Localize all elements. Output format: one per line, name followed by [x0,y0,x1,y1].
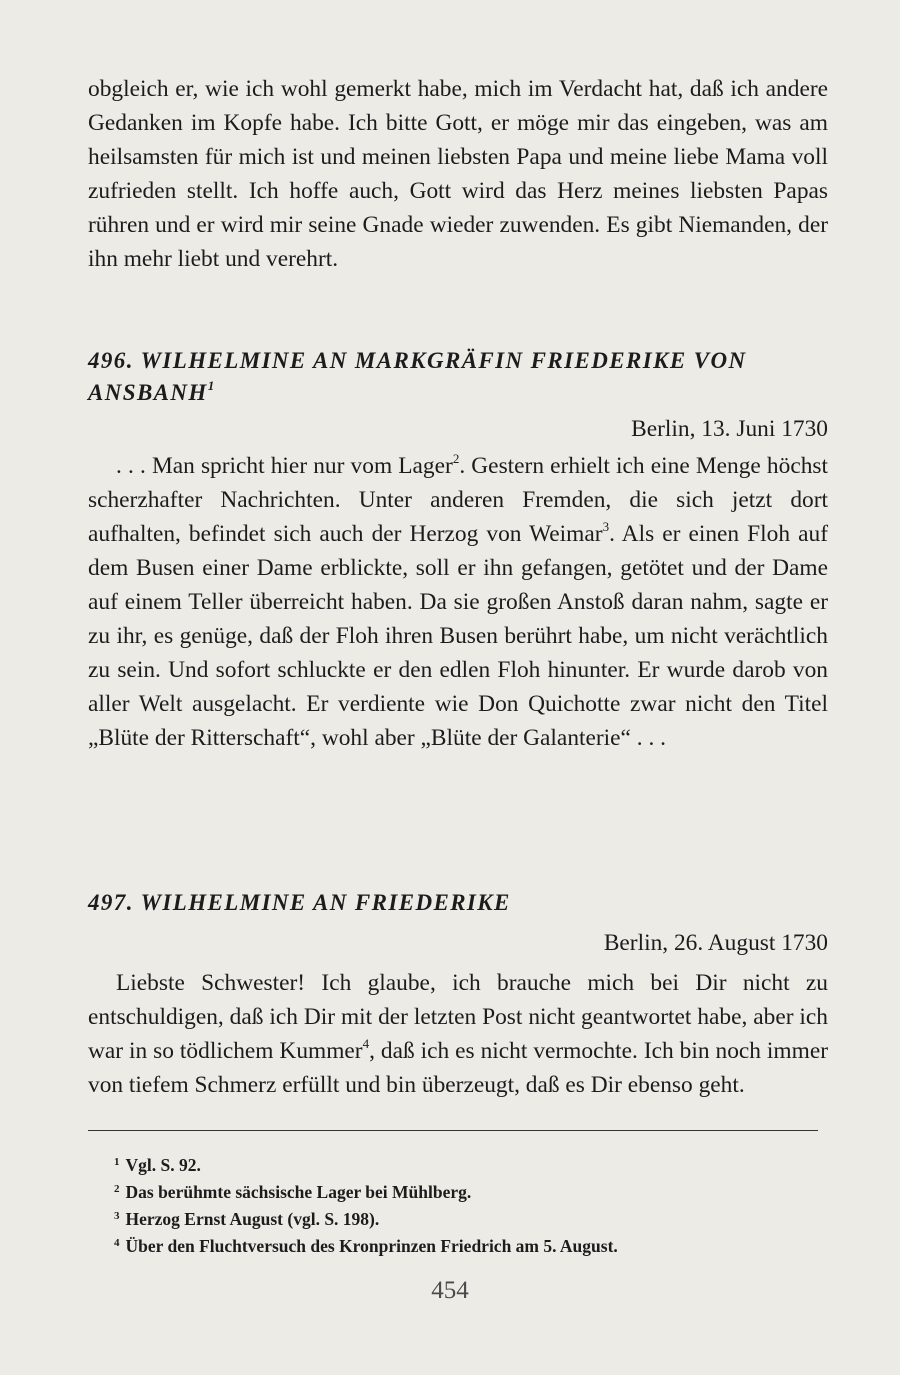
letter-497-paragraph [88,966,828,1102]
letter-496-body [88,449,828,755]
letter-496-paragraph [88,449,828,755]
letter-496-text-1: . . . Man spricht hier nur vom Lager [116,453,453,479]
footnote-2-marker: 2 [114,1183,120,1195]
footnote-4-marker: 4 [114,1237,120,1249]
opening-paragraph [88,72,828,276]
footnote-ref-1: 1 [207,378,216,393]
letter-496-heading [88,345,828,409]
letter-497-text-2: , daß ich es nicht vermochte. Ich bin noch immer von tiefem Schmerz erfüllt und bin überzeugt, daß es Dir ebenso geht. [88,1038,828,1098]
footnote-4-text: Über den Fluchtversuch des Kronprinzen Friedrich am 5. August. [125,1236,618,1256]
footnote-2 [114,1179,794,1206]
footnote-ref-3: 3 [602,519,610,534]
opening-paragraph-text: obgleich er, wie ich wohl gemerkt habe, mich im Verdacht hat, daß ich andere Gedanken im Kopfe habe. Ich bitte Gott, er möge mir das eingeben, was am heilsamsten für mich ist und meinen liebsten Papa und meine liebe Mama voll zufrieden stellt. Ich hoffe auch, Gott wird das Herz meines liebsten Papas rühren und er wird mir seine Gnade wieder zuwenden. Es gibt Niemanden, der ihn mehr liebt und verehrt. [88,76,828,272]
letter-496-text-2: . Gestern erhielt ich eine Menge höchst scherzhafter Nachrichten. Unter anderen Fremden, die sich jetzt dort aufhalten, befindet sich auch der Herzog von Weimar [88,453,828,547]
footnote-3 [114,1206,794,1233]
footnote-1 [114,1152,794,1179]
footnote-3-text: Herzog Ernst August (vgl. S. 198). [125,1209,380,1229]
footnote-ref-4: 4 [362,1036,370,1051]
footnote-divider [88,1130,818,1131]
letter-496-text-3: . Als er einen Floh auf dem Busen einer Dame erblickte, soll er ihn gefangen, getötet und der Dame auf einem Teller überreicht haben. Da sie großen Anstoß daran nahm, sagte er zu ihr, es genüge, daß der Floh ihren Busen berührt habe, um nicht verächtlich zu sein. Und sofort schluckte er den edlen Floh hinunter. Er wurde darob von aller Welt ausgelacht. Er verdiente wie Don Quichotte zwar nicht den Titel „Blüte der Ritterschaft“, wohl aber „Blüte der Galanterie“ . . . [88,521,828,751]
footnote-3-marker: 3 [114,1210,120,1222]
footnote-1-marker: 1 [114,1156,120,1168]
letter-497-dateline: Berlin, 26. August 1730 [603,930,828,956]
letter-497-text-1: Liebste Schwester! Ich glaube, ich brauche mich bei Dir nicht zu entschuldigen, daß ich Dir mit der letzten Post nicht geantwortet habe, aber ich war in so tödlichem Kummer [88,970,828,1064]
footnote-2-text: Das berühmte sächsische Lager bei Mühlberg. [125,1182,472,1202]
letter-497-body [88,966,828,1102]
footnote-ref-2: 2 [452,451,460,466]
letter-497-heading: 497. WILHELMINE AN FRIEDERIKE [88,890,511,915]
letter-496-dateline: Berlin, 13. Juni 1730 [631,416,828,442]
letter-496-heading-text: 496. WILHELMINE AN MARKGRÄFIN FRIEDERIKE VON ANSBANH [88,348,747,405]
footnote-4 [114,1233,794,1260]
page-number: 454 [431,1277,469,1304]
footnotes [114,1152,794,1260]
footnote-1-text: Vgl. S. 92. [125,1155,201,1175]
